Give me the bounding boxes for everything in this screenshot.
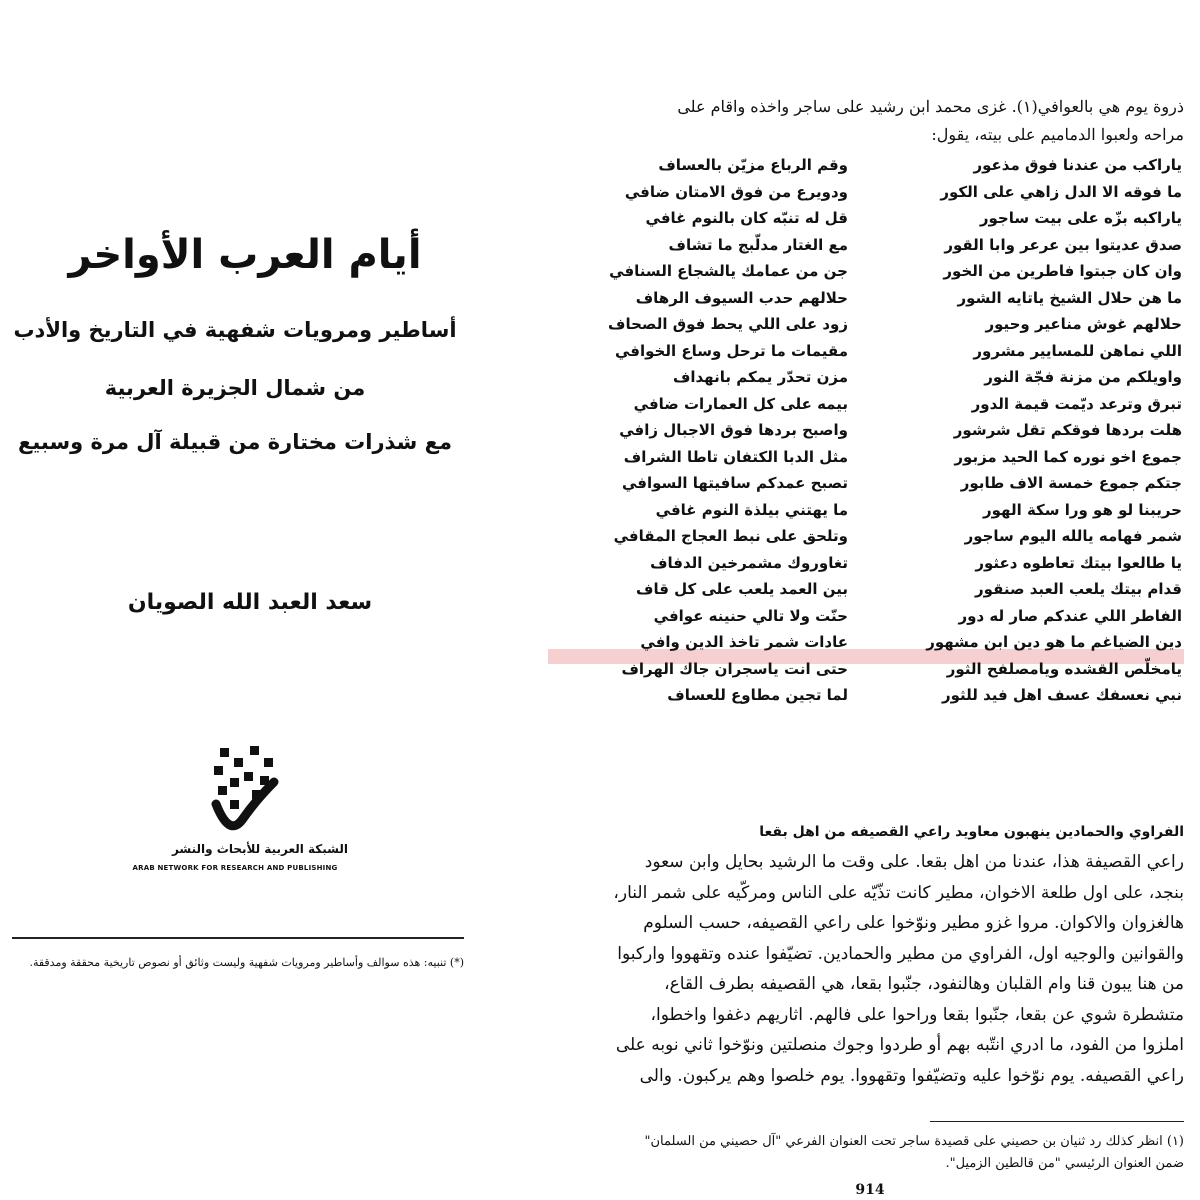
verse-second-hemistich: تغاوروك مشمرخين الدفاف xyxy=(650,554,848,572)
book-subtitle-line-1: أساطير ومرويات شفهية في التاريخ والأدب xyxy=(13,318,457,342)
verse-second-hemistich: حتى انت ياسجران جاك الهراف xyxy=(621,660,848,678)
verse-second-hemistich: ما يهتني بيلذة النوم غافي xyxy=(655,501,848,519)
paragraph-line: متشطرة شوي عن بقعا، جنّبوا بقعا وراحوا على فالهم. اثاريهم دغفوا واخطوا، xyxy=(650,1005,1184,1025)
footnote-line-1: (١) انظر كذلك رد ثنيان بن حصيني على قصيدة ساجر تحت العنوان الفرعي "آل حصيني من السلمان" xyxy=(644,1134,1184,1149)
verse-first-hemistich: حلالهم غوش مناعير وحيور xyxy=(985,315,1182,333)
verse-first-hemistich: يا طالعوا بيتك تعاطوه دعثور xyxy=(975,554,1182,572)
verse-first-hemistich: تبرق وترعد ديّمت قيمة الدور xyxy=(971,395,1182,413)
paragraph-line: من هنا يبون قنا وام القلبان وهالنفود، جنّبوا بقعا، هي القصيفه بطرف القاع، xyxy=(664,974,1184,994)
verse-second-hemistich: وقم الرباع مزيّن بالعساف xyxy=(658,156,848,174)
verse-first-hemistich: واويلكم من مزنة فجّة النور xyxy=(984,368,1182,386)
verse-second-hemistich: بين العمد يلعب على كل قاف xyxy=(636,580,848,598)
paragraph-line: راعي القصيفة هذا، عندنا من اهل بقعا. على وقت ما الرشيد بحايل وابن سعود xyxy=(644,852,1184,872)
verse-first-hemistich: حريبنا لو هو ورا سكة الهور xyxy=(983,501,1182,519)
verse-second-hemistich: مقيمات ما ترحل وساع الخوافي xyxy=(614,342,848,360)
footnote-divider xyxy=(12,937,464,939)
verse-first-hemistich: قدام بيتك يلعب العبد صنقور xyxy=(975,580,1182,598)
verse-first-hemistich: ما فوقه الا الدل زاهي على الكور xyxy=(940,183,1182,201)
verse-second-hemistich: مزن تحدّر يمكم بانهداف xyxy=(672,368,848,386)
intro-line-2: مراحه ولعبوا الدماميم على بيته، يقول: xyxy=(931,125,1184,144)
verse-second-hemistich: تصبح عمدكم سافيتها السوافي xyxy=(621,474,848,492)
verse-second-hemistich: قل له تنبّه كان بالنوم غافي xyxy=(645,209,848,227)
verse-second-hemistich: حلالهم حدب السيوف الرهاف xyxy=(635,289,848,307)
verse-second-hemistich: مع الغتار مدلّبج ما تشاف xyxy=(668,236,848,254)
section-heading: الفراوي والحمادين ينهبون معاويد راعي القصيفه من اهل بقعا xyxy=(759,824,1184,840)
paragraph-line: والقوانين والوجيه اول، الفراوي من مطير والحمادين. تضيّفوا عنده وتقهووا واركبوا xyxy=(617,944,1184,964)
paragraph-line: راعي القصيفه. يوم نوّخوا عليه وتضيّفوا وتقهووا. يوم خلصوا وهم يركبون. والى xyxy=(639,1066,1184,1086)
book-subtitle-line-3: مع شذرات مختارة من قبيلة آل مرة وسبيع xyxy=(18,430,452,454)
book-author: سعد العبد الله الصويان xyxy=(127,590,373,615)
publisher-logo-icon xyxy=(134,742,344,882)
book-title: أيام العرب الأواخر xyxy=(68,232,422,278)
verse-first-hemistich: وان كان جبتوا فاطرين من الخور xyxy=(943,262,1182,280)
verse-first-hemistich: هلت بردها فوقكم تقل شرشور xyxy=(953,421,1182,439)
verse-first-hemistich: اللي نماهن للمسايير مشرور xyxy=(973,342,1182,360)
cover-disclaimer-note: (*) تنبيه: هذه سوالف وأساطير ومرويات شفهية وليست وثائق أو نصوص تاريخية محققة ومدققة. xyxy=(29,956,464,969)
page-number: 914 xyxy=(855,1182,885,1198)
verse-first-hemistich: جموع اخو نوره كما الحيد مزبور xyxy=(954,448,1182,466)
verse-second-hemistich: عادات شمر تاخذ الدين وافي xyxy=(640,633,848,651)
paragraph-line: بنجد، على اول طلعة الاخوان، مطير كانت تذّيّه على الناس ومركّيه على شمر النار، xyxy=(613,883,1184,903)
publisher-name-arabic: الشبكة العربية للأبحاث والنشر xyxy=(171,842,348,856)
verse-second-hemistich: بيمه على كل العمارات ضافي xyxy=(633,395,848,413)
verse-first-hemistich: الفاطر اللي عندكم صار له دور xyxy=(958,607,1182,625)
verse-second-hemistich: ودويرع من فوق الامتان ضافي xyxy=(624,183,848,201)
verse-second-hemistich: واصبح بردها فوق الاجبال زافي xyxy=(619,421,848,439)
book-subtitle-line-2: من شمال الجزيرة العربية xyxy=(104,376,366,400)
verse-second-hemistich: زود على اللي يحط فوق الصحاف xyxy=(608,315,848,333)
paragraph-line: املزوا من الفود، ما ادري انتّبه بهم أو طردوا وجوك منصلتين ونوّخوا ثاني نوبه على xyxy=(615,1035,1184,1055)
verse-first-hemistich: جتكم جموع خمسة الاف طابور xyxy=(960,474,1182,492)
intro-line-1: ذروة يوم هي بالعوافي(١). غزى محمد ابن رشيد على ساجر واخذه واقام على xyxy=(677,97,1184,116)
footnote-line-2: ضمن العنوان الرئيسي "من قالطين الزميل". xyxy=(945,1156,1184,1171)
verse-first-hemistich: ياراكب من عندنا فوق مذعور xyxy=(973,156,1182,174)
verse-second-hemistich: مثل الدبا الكتفان تاطا الشراف xyxy=(623,448,848,466)
paragraph-line: هالغزوان والاكوان. مروا غزو مطير ونوّخوا على راعي القصيفه، حسب السلوم xyxy=(643,913,1184,933)
verse-second-hemistich: حنّت ولا تالي حنينه عوافي xyxy=(653,607,848,625)
verse-first-hemistich: دين الضياغم ما هو دين ابن مشهور xyxy=(926,633,1182,651)
verse-first-hemistich: ياراكبه بزّه على بيت ساجور xyxy=(979,209,1182,227)
verse-first-hemistich: صدق عديتوا بين عرعر وابا القور xyxy=(944,236,1182,254)
publisher-name-english: ARAB NETWORK FOR RESEARCH AND PUBLISHING xyxy=(132,864,338,872)
verse-first-hemistich: نبي نعسفك عسف اهل فيد للثور xyxy=(942,686,1182,704)
verse-first-hemistich: شمر فهامه يالله اليوم ساجور xyxy=(964,527,1182,545)
footnote-rule xyxy=(930,1121,1184,1122)
verse-second-hemistich: جن من عمامك يالشجاع السنافي xyxy=(609,262,848,280)
verse-second-hemistich: وتلحق على نبط العجاج المقافي xyxy=(613,527,848,545)
verse-first-hemistich: ما هن حلال الشيخ ياتايه الشور xyxy=(957,289,1182,307)
verse-second-hemistich: لما تجين مطاوع للعساف xyxy=(667,686,848,704)
verse-first-hemistich: يامخلّص القشده ويامصلفح الثور xyxy=(946,660,1182,678)
